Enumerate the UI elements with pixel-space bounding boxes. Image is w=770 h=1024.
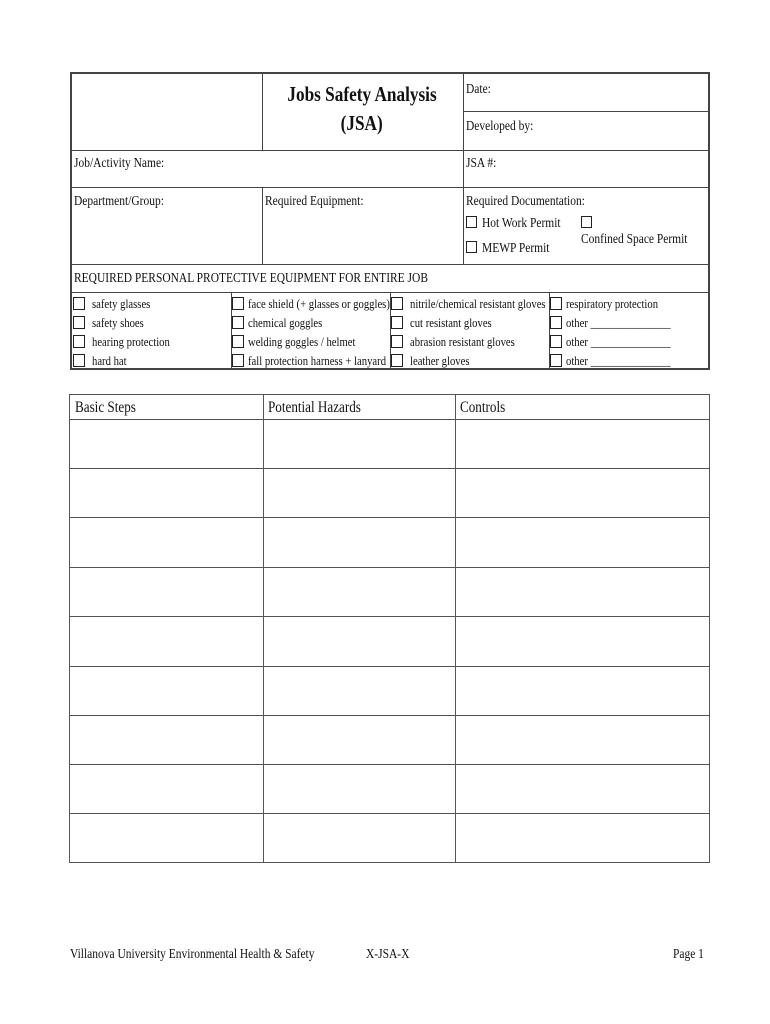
ppe-heading: REQUIRED PERSONAL PROTECTIVE EQUIPMENT FOR ENTIRE JOB: [74, 271, 428, 286]
required-documentation: [466, 194, 611, 210]
checkbox-icon[interactable]: [73, 316, 85, 329]
steps-table: [69, 394, 710, 863]
checkbox-icon[interactable]: [466, 216, 477, 228]
job-activity-label: Job/Activity Name:: [74, 156, 165, 171]
ppe-option[interactable]: respiratory protection: [550, 297, 678, 311]
ppe-option[interactable]: chemical goggles: [232, 316, 339, 330]
checkbox-icon[interactable]: [391, 354, 403, 367]
checkbox-icon[interactable]: [73, 335, 85, 348]
checkbox-icon[interactable]: [550, 316, 562, 329]
ppe-option[interactable]: other _______________: [550, 354, 693, 368]
ppe-option[interactable]: nitrile/chemical resistant gloves: [391, 297, 576, 311]
ppe-option[interactable]: welding goggles / helmet: [232, 335, 379, 349]
jsa-number-label: JSA #:: [466, 156, 497, 171]
jsa-number-field[interactable]: [466, 156, 503, 172]
checkbox-icon[interactable]: [550, 354, 562, 367]
date-label: Date:: [466, 82, 491, 97]
doc-option-label: Confined Space Permit: [581, 232, 688, 247]
column-header-basic-steps: Basic Steps: [75, 399, 136, 416]
checkbox-icon[interactable]: [391, 297, 403, 310]
job-activity-field[interactable]: [74, 156, 184, 172]
ppe-option[interactable]: leather gloves: [391, 354, 483, 368]
ppe-option[interactable]: abrasion resistant gloves: [391, 335, 538, 349]
jsa-header-table: [70, 72, 710, 370]
department-label: Department/Group:: [74, 194, 164, 209]
checkbox-icon[interactable]: [550, 335, 562, 348]
developed-by-field[interactable]: [466, 119, 548, 135]
checkbox-icon[interactable]: [232, 297, 244, 310]
checkbox-icon[interactable]: [232, 354, 244, 367]
ppe-option[interactable]: hard hat: [73, 354, 134, 368]
ppe-option[interactable]: face shield (+ glasses or goggles): [232, 297, 421, 311]
footer-document-code: X-JSA-X: [366, 947, 410, 962]
doc-option-hot-work[interactable]: [466, 216, 578, 232]
footer-page-number: Page 1: [673, 947, 704, 962]
ppe-option[interactable]: hearing protection: [73, 335, 187, 349]
ppe-option[interactable]: other _______________: [550, 316, 693, 330]
ppe-option[interactable]: cut resistant gloves: [391, 316, 510, 330]
department-field[interactable]: [74, 194, 184, 210]
required-equipment-label: Required Equipment:: [265, 194, 364, 209]
checkbox-icon[interactable]: [581, 216, 592, 228]
checkbox-icon[interactable]: [391, 335, 403, 348]
date-field[interactable]: [466, 82, 496, 98]
title-line-2: (JSA): [340, 111, 384, 135]
doc-option-label: MEWP Permit: [482, 241, 550, 256]
checkbox-icon[interactable]: [73, 297, 85, 310]
required-equipment-field[interactable]: [265, 194, 385, 210]
required-documentation-label: Required Documentation:: [466, 194, 585, 209]
checkbox-icon[interactable]: [391, 316, 403, 329]
ppe-option[interactable]: safety glasses: [73, 297, 163, 311]
checkbox-icon[interactable]: [466, 241, 477, 253]
footer-organization: Villanova University Environmental Health & Safety: [70, 947, 315, 962]
doc-option-confined-space[interactable]: [581, 216, 711, 248]
developed-by-label: Developed by:: [466, 119, 534, 134]
checkbox-icon[interactable]: [550, 297, 562, 310]
doc-option-label: Hot Work Permit: [482, 216, 561, 231]
title-line-1: Jobs Safety Analysis: [287, 82, 437, 106]
ppe-option[interactable]: safety shoes: [73, 316, 155, 330]
form-title: [262, 80, 462, 138]
checkbox-icon[interactable]: [232, 316, 244, 329]
ppe-option[interactable]: other _______________: [550, 335, 693, 349]
checkbox-icon[interactable]: [232, 335, 244, 348]
checkbox-icon[interactable]: [73, 354, 85, 367]
column-header-potential-hazards: Potential Hazards: [268, 399, 361, 416]
doc-option-mewp[interactable]: [466, 241, 564, 257]
column-header-controls: Controls: [460, 399, 506, 416]
ppe-option[interactable]: fall protection harness + lanyard: [232, 354, 416, 368]
